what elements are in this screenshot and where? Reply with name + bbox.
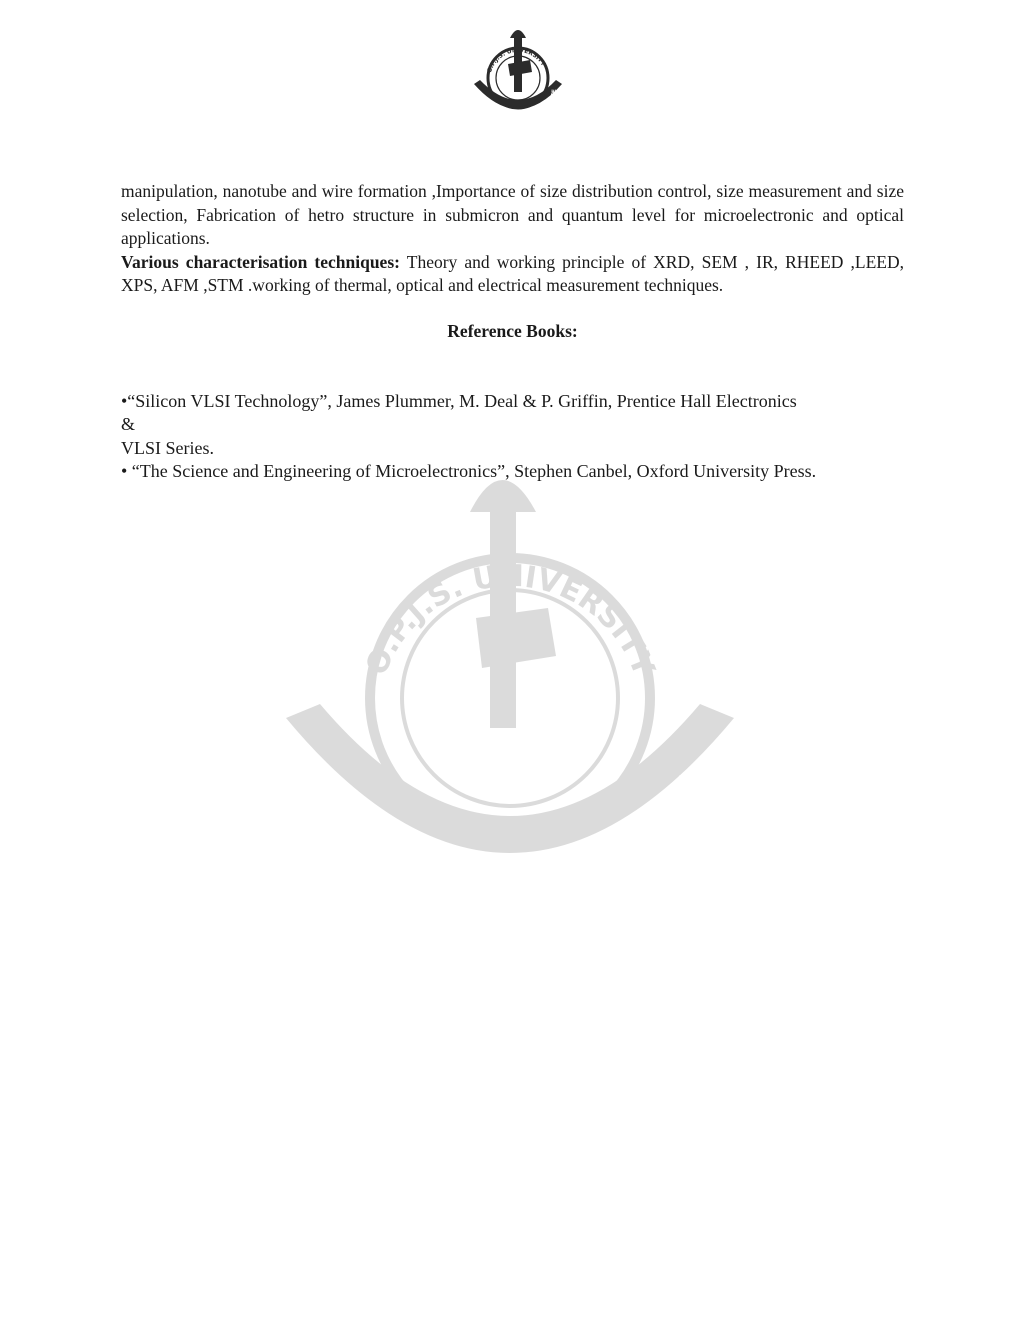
- document-body: [121, 180, 904, 484]
- reference-item: [121, 390, 904, 461]
- watermark-motto-text: WISDOM WITH KNOWLEDG: [335, 771, 709, 918]
- reference-1-line-1: •“Silicon VLSI Technology”, James Plummer, M. Deal & P. Griffin, Prentice Hall Electronics: [121, 390, 797, 411]
- watermark-ring-text: O.P.J.S. UNIVERSITY: [359, 558, 662, 682]
- university-crest-icon: [470, 24, 566, 122]
- university-crest-watermark: [280, 468, 740, 918]
- reference-1-line-3: VLSI Series.: [121, 437, 214, 458]
- logo-motto-text: WISDOM WITH KNOWLEDGE: [481, 89, 559, 122]
- reference-list: [121, 390, 904, 484]
- watermark-graphic: [280, 468, 740, 918]
- reference-1-line-2: &: [121, 414, 136, 435]
- crest-graphic: [470, 24, 566, 122]
- characterisation-paragraph: [121, 251, 904, 298]
- logo-ring-text: O.P.J.S. UNIVERSITY: [486, 46, 547, 74]
- reference-item: [121, 460, 904, 484]
- references-title: Reference Books:: [447, 320, 578, 341]
- characterisation-heading: Various characterisation techniques:: [121, 251, 400, 272]
- reference-2-line-1: • “The Science and Engineering of Microelectronics”, Stephen Canbel, Oxford University Press.: [121, 461, 817, 482]
- intro-paragraph: manipulation, nanotube and wire formation ,Importance of size distribution control, size measurement and size selection, Fabrication of hetro structure in submicron and quantum level for microelectronic and optical applications.: [121, 181, 904, 249]
- characterisation-text: Theory and working principle of XRD, SEM , IR, RHEED ,LEED, XPS, AFM ,STM .working of thermal, optical and electrical measurement techniques.: [121, 251, 904, 296]
